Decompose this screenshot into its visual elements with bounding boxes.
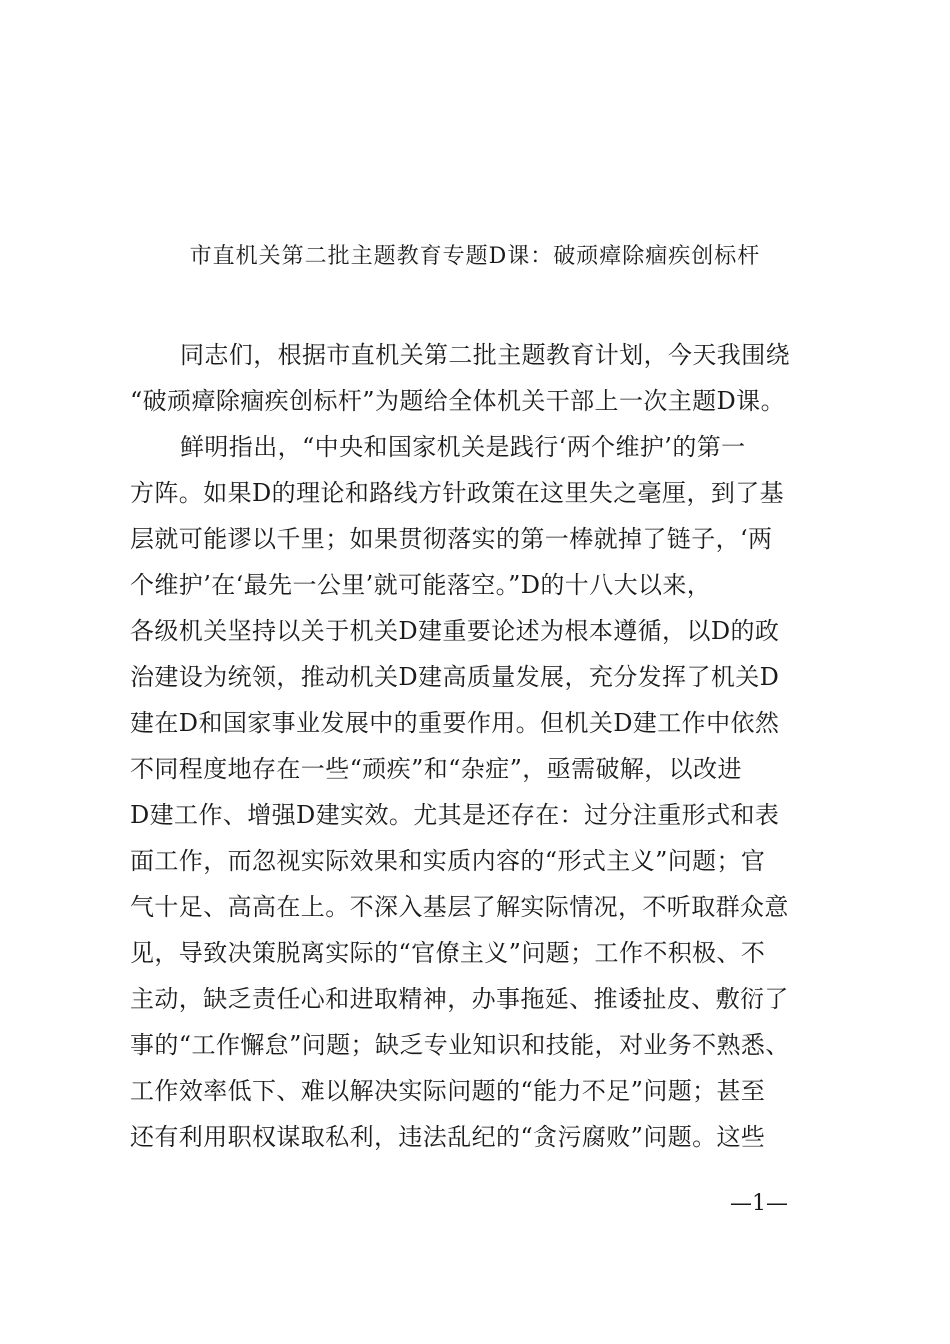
paragraph-2-line-8: 不同程度地存在一些“顽疾”和“杂症”，亟需破解，以改进 <box>130 755 742 783</box>
paragraph-2-line-1: 鲜明指出，“中央和国家机关是践行‘两个维护’的第一 <box>180 433 746 461</box>
paragraph-2-line-6: 治建设为统领，推动机关D建高质量发展，充分发挥了机关D <box>130 663 780 691</box>
paragraph-2-line-4: 个维护’在‘最先一公里’就可能落空。”D的十八大以来， <box>130 571 712 599</box>
paragraph-1-line-2: “破顽瘴除痼疾创标杆”为题给全体机关干部上一次主题D课。 <box>130 387 785 415</box>
paragraph-1-line-1: 同志们，根据市直机关第二批主题教育计划，今天我围绕 <box>180 341 790 369</box>
paragraph-2-line-10: 面工作，而忽视实际效果和实质内容的“形式主义”问题；官 <box>130 847 766 875</box>
paragraph-2-line-5: 各级机关坚持以关于机关D建重要论述为根本遵循，以D的政 <box>130 617 780 645</box>
page-number: —1— <box>730 1191 788 1216</box>
paragraph-2-line-9: D建工作、增强D建实效。尤其是还存在：过分注重形式和表 <box>130 801 780 829</box>
paragraph-2-line-12: 见，导致决策脱离实际的“官僚主义”问题；工作不积极、不 <box>130 939 766 967</box>
paragraph-2-line-13: 主动，缺乏责任心和进取精神，办事拖延、推诿扯皮、敷衍了 <box>130 985 789 1013</box>
paragraph-2-line-3: 层就可能谬以千里；如果贯彻落实的第一棒就掉了链子，‘两 <box>130 525 773 553</box>
paragraph-2-line-16: 还有利用职权谋取私利，违法乱纪的“贪污腐败”问题。这些 <box>130 1123 766 1151</box>
paragraph-2-line-14: 事的“工作懈怠”问题；缺乏专业知识和技能，对业务不熟悉、 <box>130 1031 790 1059</box>
paragraph-2-line-2: 方阵。如果D的理论和路线方针政策在这里失之毫厘，到了基 <box>130 479 785 507</box>
paragraph-2-line-11: 气十足、高高在上。不深入基层了解实际情况，不听取群众意 <box>130 893 789 921</box>
paragraph-2-line-15: 工作效率低下、难以解决实际问题的“能力不足”问题；甚至 <box>130 1077 766 1105</box>
paragraph-2-line-7: 建在D和国家事业发展中的重要作用。但机关D建工作中依然 <box>130 709 780 737</box>
document-title: 市直机关第二批主题教育专题D课：破顽瘴除痼疾创标杆 <box>189 244 761 269</box>
